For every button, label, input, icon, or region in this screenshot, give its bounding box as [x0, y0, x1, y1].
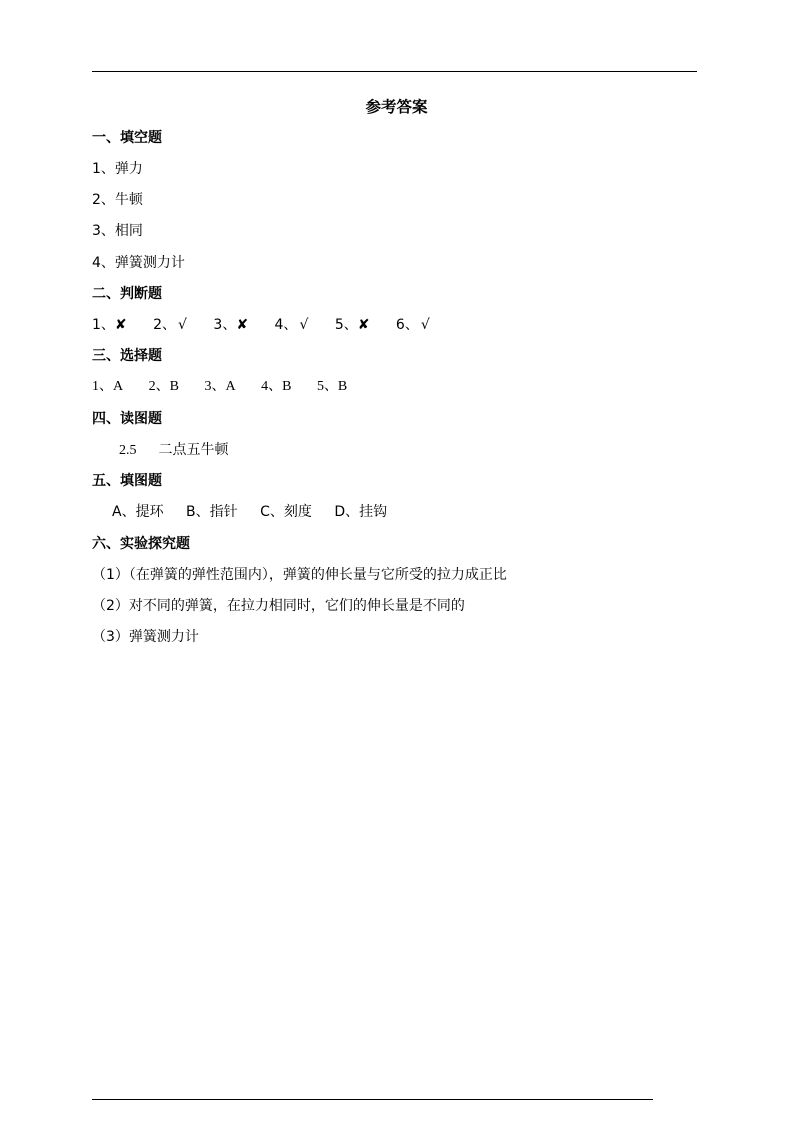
true-false-item: 3、✘	[213, 317, 249, 333]
section-heading-true-false: 二、判断题	[92, 286, 162, 302]
reading-text: 二点五牛顿	[158, 442, 229, 458]
check-icon: √	[178, 317, 187, 333]
true-false-item: 5、✘	[334, 317, 370, 333]
section-heading-fill-blank: 一、填空题	[92, 130, 162, 146]
cross-icon: ✘	[357, 317, 370, 333]
section-heading-label-figure: 五、填图题	[92, 473, 162, 489]
answer-item: 1、弹力	[92, 161, 143, 177]
true-false-item: 1、✘	[92, 317, 127, 333]
choice-item: 5、B	[316, 379, 348, 394]
section-heading-multiple-choice: 三、选择题	[92, 348, 162, 364]
footer-rule	[92, 1099, 653, 1100]
label-figure-answers	[112, 503, 387, 521]
page-title: 参考答案	[365, 98, 428, 116]
cross-icon: ✘	[236, 317, 249, 333]
experiment-answer: （2）对不同的弹簧，在拉力相同时，它们的伸长量是不同的	[92, 598, 465, 614]
label-item: A、提环	[112, 504, 164, 520]
reading-value: 2.5	[119, 443, 137, 458]
read-figure-answer	[119, 441, 229, 460]
answer-item: 4、弹簧测力计	[92, 255, 185, 271]
choice-item: 1、A	[92, 379, 124, 394]
experiment-answer: （1）（在弹簧的弹性范围内），弹簧的伸长量与它所受的拉力成正比	[92, 567, 507, 583]
section-heading-experiment: 六、实验探究题	[92, 536, 190, 552]
header-rule	[92, 71, 697, 72]
answer-item: 2、牛顿	[92, 192, 143, 208]
choice-item: 4、B	[261, 379, 292, 394]
multiple-choice-answers	[92, 378, 369, 396]
label-item: B、指针	[186, 504, 238, 520]
choice-item: 2、B	[148, 379, 179, 394]
answer-item: 3、相同	[92, 223, 143, 239]
true-false-answers	[92, 316, 452, 334]
section-heading-read-figure: 四、读图题	[92, 411, 162, 427]
cross-icon: ✘	[114, 317, 127, 333]
check-icon: √	[420, 317, 430, 333]
true-false-item: 2、 √	[153, 317, 187, 333]
label-item: C、刻度	[260, 504, 312, 520]
choice-item: 3、A	[204, 379, 236, 394]
true-false-item: 4、 √	[274, 317, 309, 333]
label-item: D、挂钩	[334, 504, 388, 520]
experiment-answer: （3）弹簧测力计	[92, 629, 199, 645]
true-false-item: 6、 √	[395, 317, 430, 333]
check-icon: √	[299, 317, 309, 333]
